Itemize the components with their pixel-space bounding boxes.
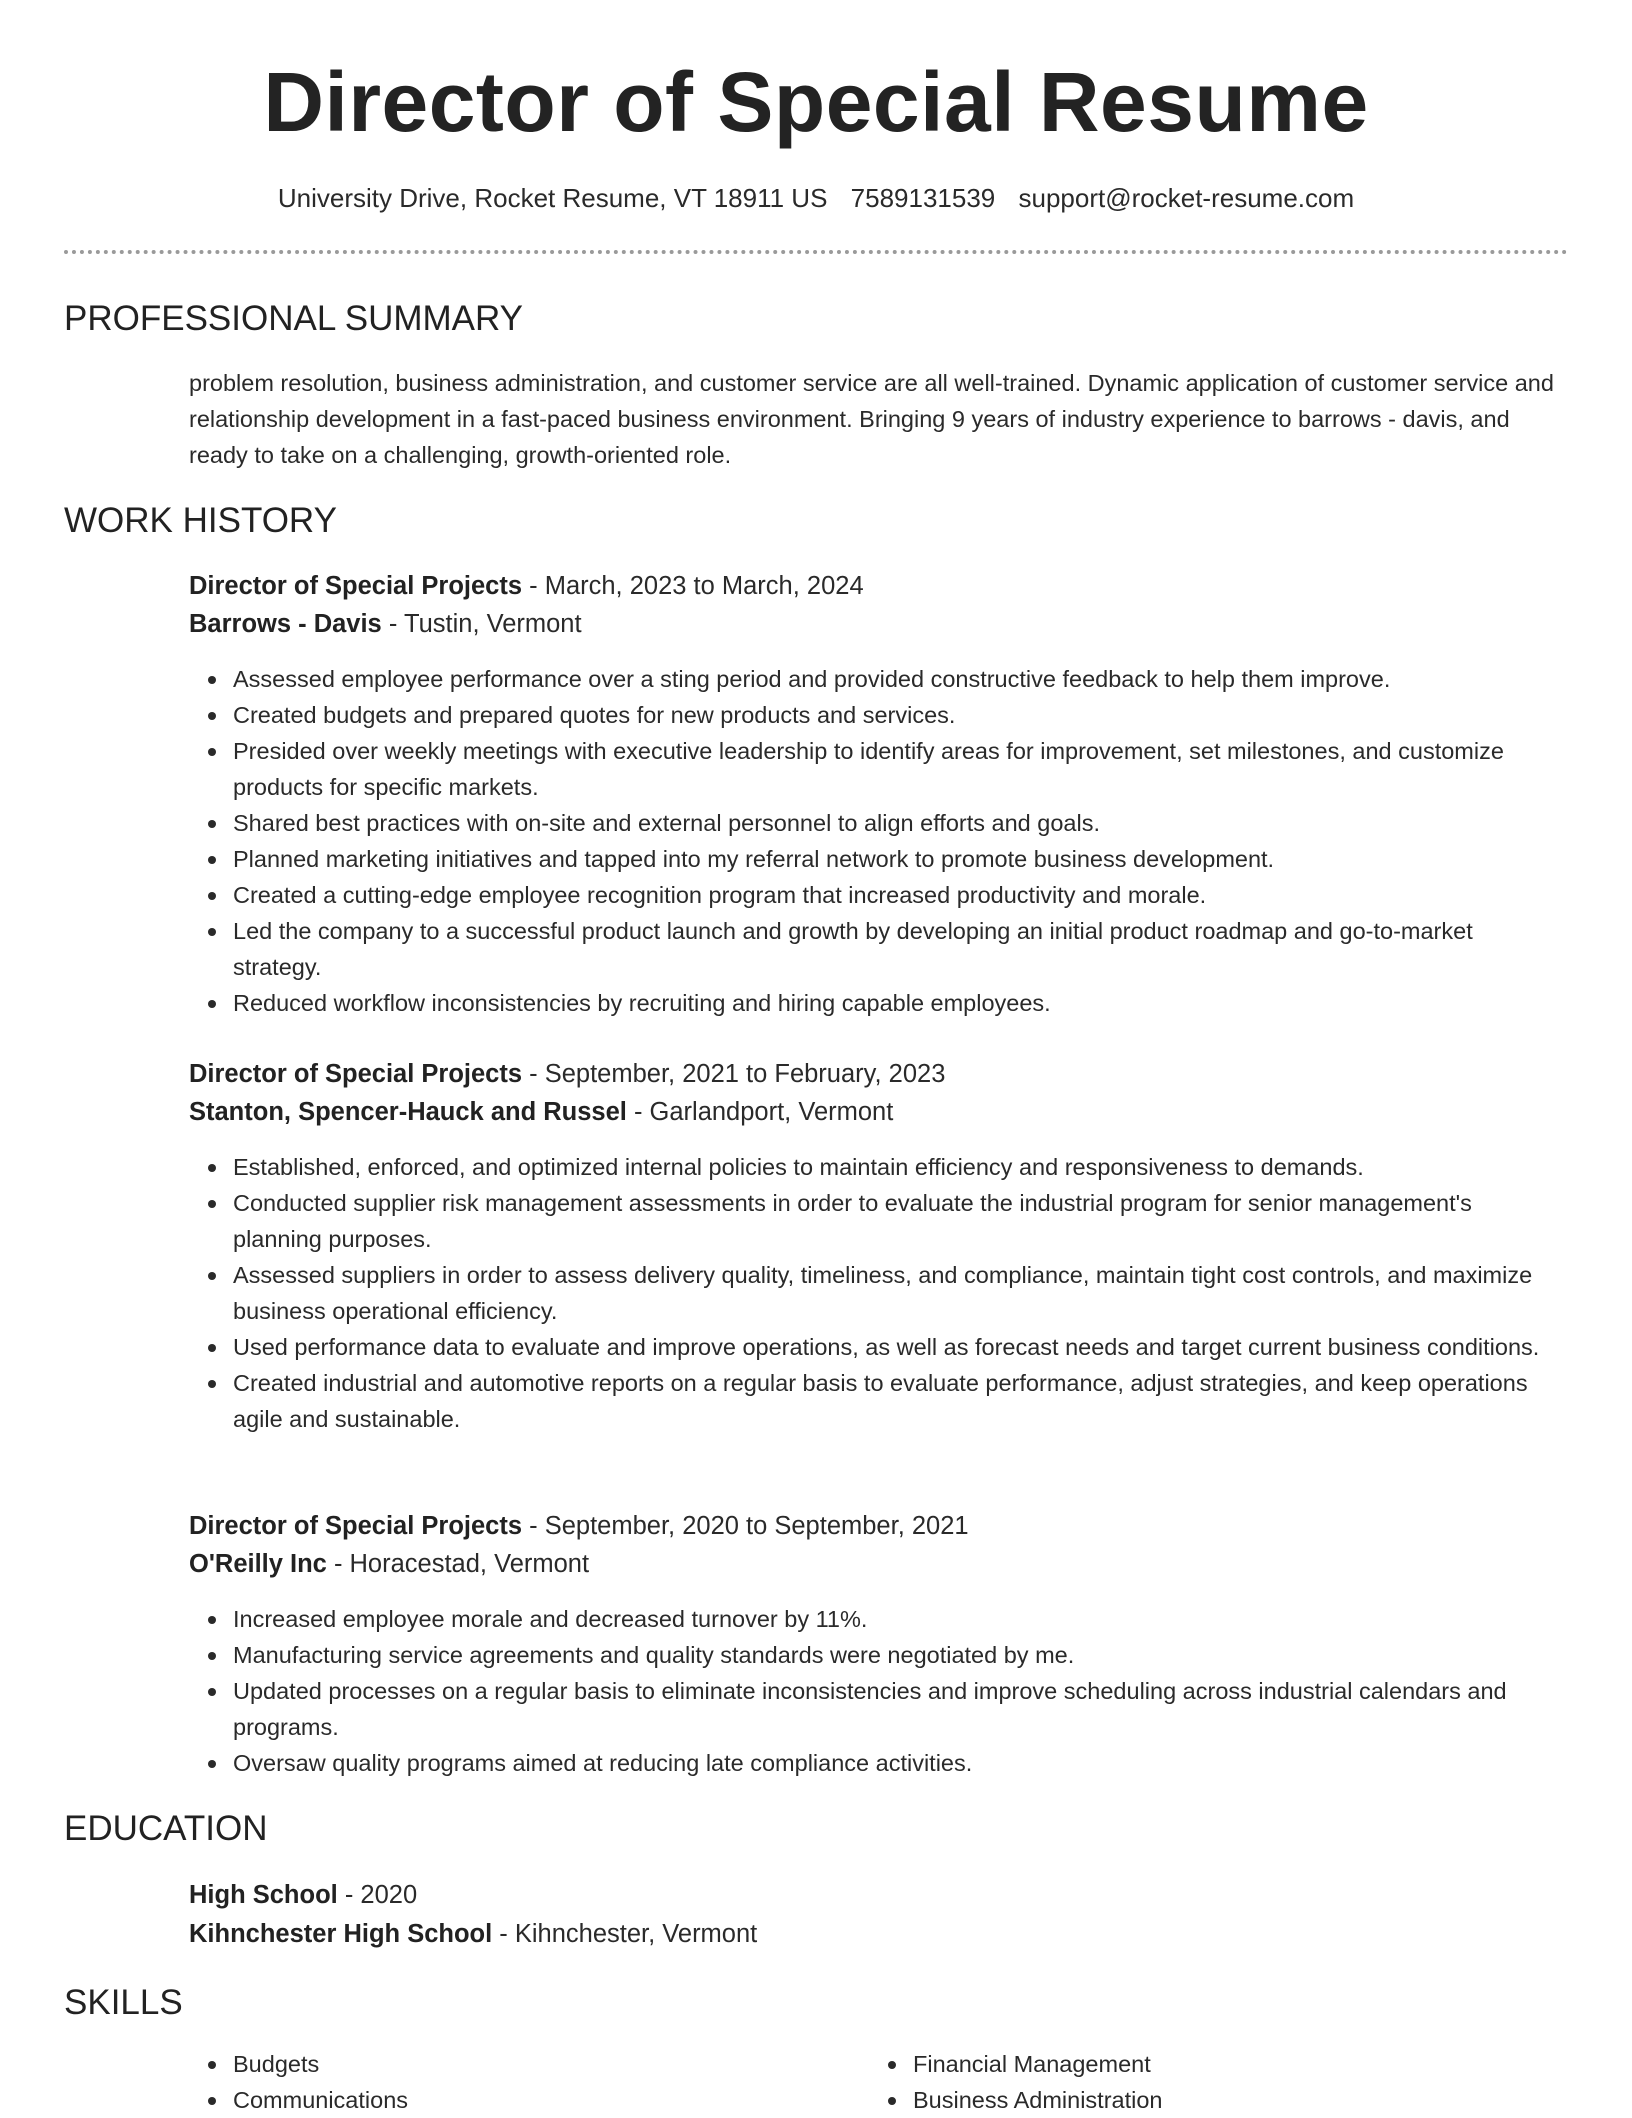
job-dates: - March, 2023 to March, 2024 [522,572,864,600]
list-item: Planned marketing initiatives and tapped into my referral network to promote business development. [233,841,1559,877]
job-title-line [189,568,1559,604]
list-item: Created a cutting-edge employee recognition program that increased productivity and morale. [233,877,1559,913]
section-title-work: WORK HISTORY [64,501,337,540]
header-divider [64,250,1568,254]
job-bullets [189,1601,1559,1781]
job-title: Director of Special Projects [189,1060,523,1088]
list-item: Oversaw quality programs aimed at reducing late compliance activities. [233,1745,1559,1781]
contact-phone: 7589131539 [850,183,996,213]
job-company-line [189,1094,1559,1130]
list-item: Presided over weekly meetings with executive leadership to identify areas for improvement, set milestones, and customize products for specific markets. [233,733,1559,805]
education-year: - 2020 [337,1881,418,1909]
list-item: Created industrial and automotive reports on a regular basis to evaluate performance, adjust strategies, and keep operations agile and sustainable. [233,1365,1559,1437]
job-location: - Garlandport, Vermont [626,1098,894,1126]
job-company-line [189,606,1559,642]
resume-name: Director of Special Resume [263,55,1369,149]
job-company: O'Reilly Inc [189,1550,327,1578]
job-company-line [189,1546,1559,1582]
contact-line [0,181,1632,215]
education-school: Kihnchester High School [189,1920,493,1948]
contact-email: support@rocket-resume.com [1018,183,1355,213]
job-dates: - September, 2021 to February, 2023 [522,1060,946,1088]
job-company: Stanton, Spencer-Hauck and Russel [189,1098,627,1126]
education-degree-line [189,1877,1559,1913]
skill-item: Communications [233,2082,789,2118]
job-title-line [189,1056,1559,1092]
list-item: Used performance data to evaluate and improve operations, as well as forecast needs and target current business conditions. [233,1329,1559,1365]
list-item: Shared best practices with on-site and external personnel to align efforts and goals. [233,805,1559,841]
contact-address: University Drive, Rocket Resume, VT 18911 US [277,183,828,213]
skill-item: Budgets [233,2046,789,2082]
job-location: - Tustin, Vermont [381,610,582,638]
list-item: Assessed employee performance over a sting period and provided constructive feedback to help them improve. [233,661,1559,697]
list-item: Assessed suppliers in order to assess delivery quality, timeliness, and compliance, maintain tight cost controls, and maximize business operational efficiency. [233,1257,1559,1329]
list-item: Updated processes on a regular basis to eliminate inconsistencies and improve scheduling across industrial calendars and programs. [233,1673,1559,1745]
section-title-summary: PROFESSIONAL SUMMARY [64,299,523,338]
section-title-skills: SKILLS [64,1983,183,2022]
list-item: Created budgets and prepared quotes for new products and services. [233,697,1559,733]
job-location: - Horacestad, Vermont [326,1550,590,1578]
job-title: Director of Special Projects [189,1512,523,1540]
education-location: - Kihnchester, Vermont [492,1920,758,1948]
list-item: Manufacturing service agreements and quality standards were negotiated by me. [233,1637,1559,1673]
list-item: Conducted supplier risk management assessments in order to evaluate the industrial program for senior management's planning purposes. [233,1185,1559,1257]
job-dates: - September, 2020 to September, 2021 [522,1512,969,1540]
list-item: Increased employee morale and decreased turnover by 11%. [233,1601,1559,1637]
list-item: Established, enforced, and optimized internal policies to maintain efficiency and responsiveness to demands. [233,1149,1559,1185]
skill-item: Business Administration [913,2082,1469,2118]
section-title-education: EDUCATION [64,1809,268,1848]
education-school-line [189,1916,1559,1952]
education-degree: High School [189,1881,338,1909]
skills-list-left [189,2046,789,2118]
summary-text: problem resolution, business administration, and customer service are all well-trained. Dynamic application of customer service and relationship development in a fast-paced business environment. Bringing 9 years of industry experience to barrows - davis, and ready to take on a challenging, growth-oriented role. [189,370,1554,468]
list-item: Reduced workflow inconsistencies by recruiting and hiring capable employees. [233,985,1559,1021]
job-title: Director of Special Projects [189,572,523,600]
job-bullets [189,661,1559,1021]
job-company: Barrows - Davis [189,610,382,638]
skill-item: Financial Management [913,2046,1469,2082]
skills-list-right [869,2046,1469,2118]
job-title-line [189,1508,1559,1544]
list-item: Led the company to a successful product launch and growth by developing an initial product roadmap and go-to-market strategy. [233,913,1559,985]
job-bullets [189,1149,1559,1437]
